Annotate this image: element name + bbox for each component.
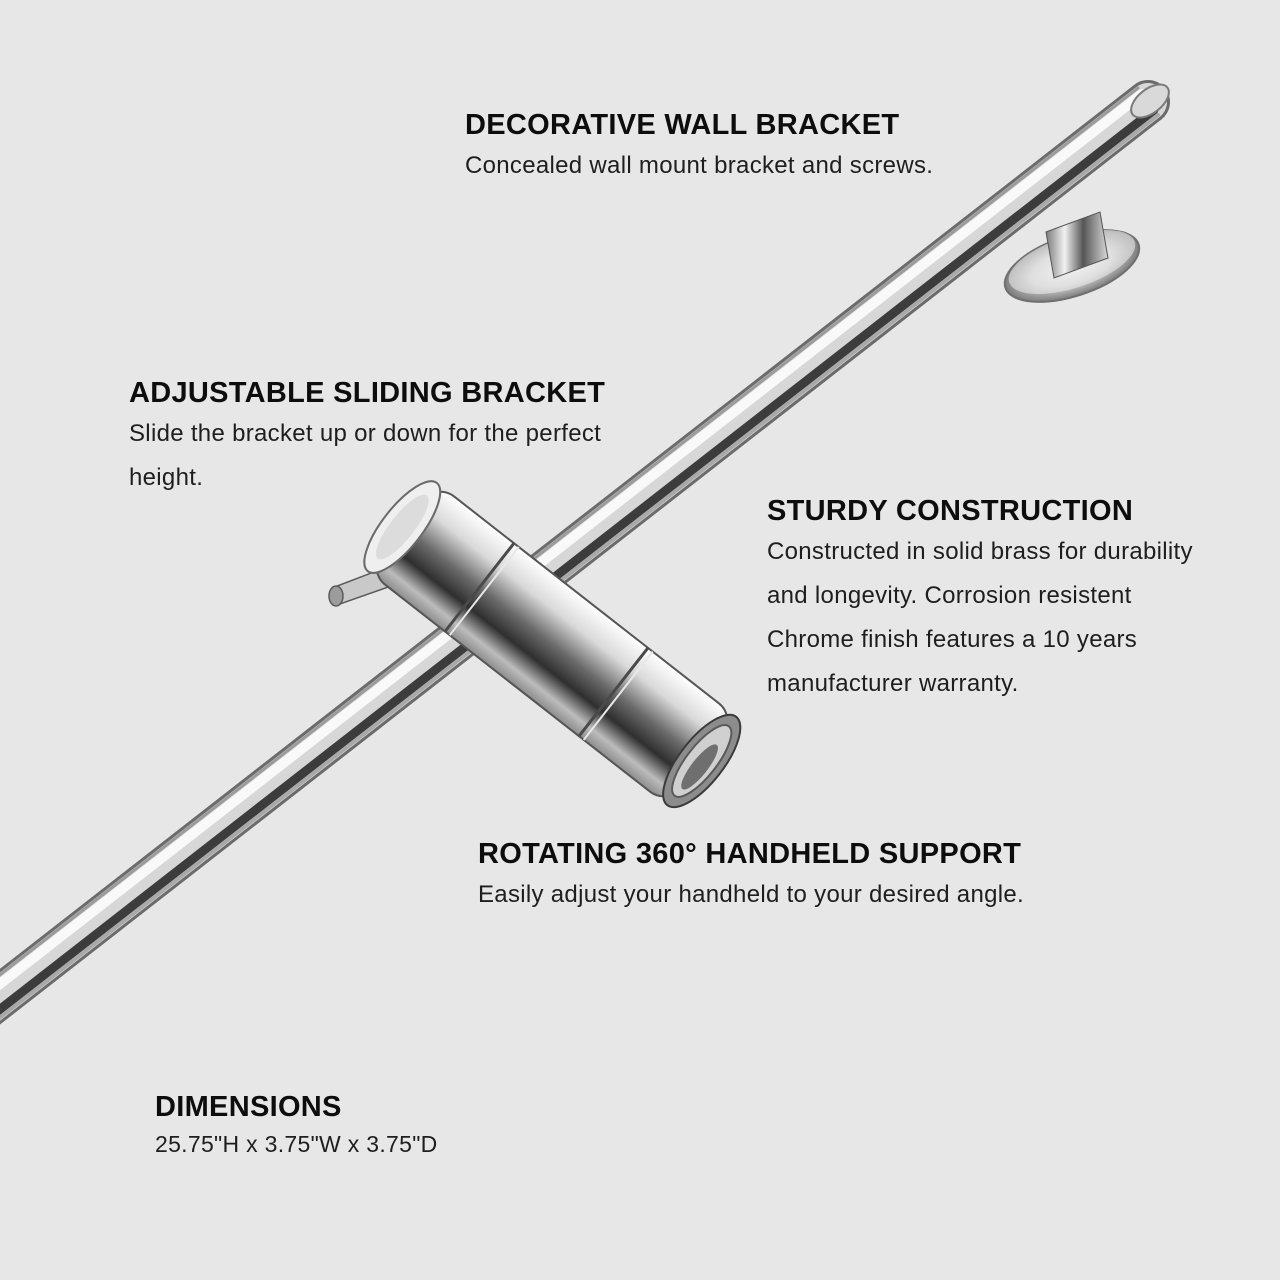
wall-bracket-description: Concealed wall mount bracket and screws. <box>465 152 934 179</box>
dimensions-title: DIMENSIONS <box>155 1091 342 1123</box>
sliding-bracket-description: Slide the bracket up or down for the perfect height. <box>129 420 602 491</box>
rotating-support-title: ROTATING 360° HANDHELD SUPPORT <box>478 838 1022 870</box>
dimensions-value: 25.75"H x 3.75"W x 3.75"D <box>155 1131 438 1157</box>
sliding-bracket-callout <box>129 376 609 500</box>
dimensions-callout <box>155 1090 438 1164</box>
wall-bracket-callout <box>465 108 933 188</box>
construction-callout <box>767 494 1217 706</box>
wall-bracket-title: DECORATIVE WALL BRACKET <box>465 109 900 141</box>
construction-description: Constructed in solid brass for durability and longevity. Corrosion resistent Chrome finish features a 10 years manufacturer warranty. <box>767 538 1193 697</box>
sliding-bracket <box>329 471 754 819</box>
sliding-bracket-title: ADJUSTABLE SLIDING BRACKET <box>129 377 606 409</box>
construction-title: STURDY CONSTRUCTION <box>767 495 1134 527</box>
rotating-support-callout <box>478 837 1024 917</box>
rotating-support-description: Easily adjust your handheld to your desired angle. <box>478 881 1024 908</box>
